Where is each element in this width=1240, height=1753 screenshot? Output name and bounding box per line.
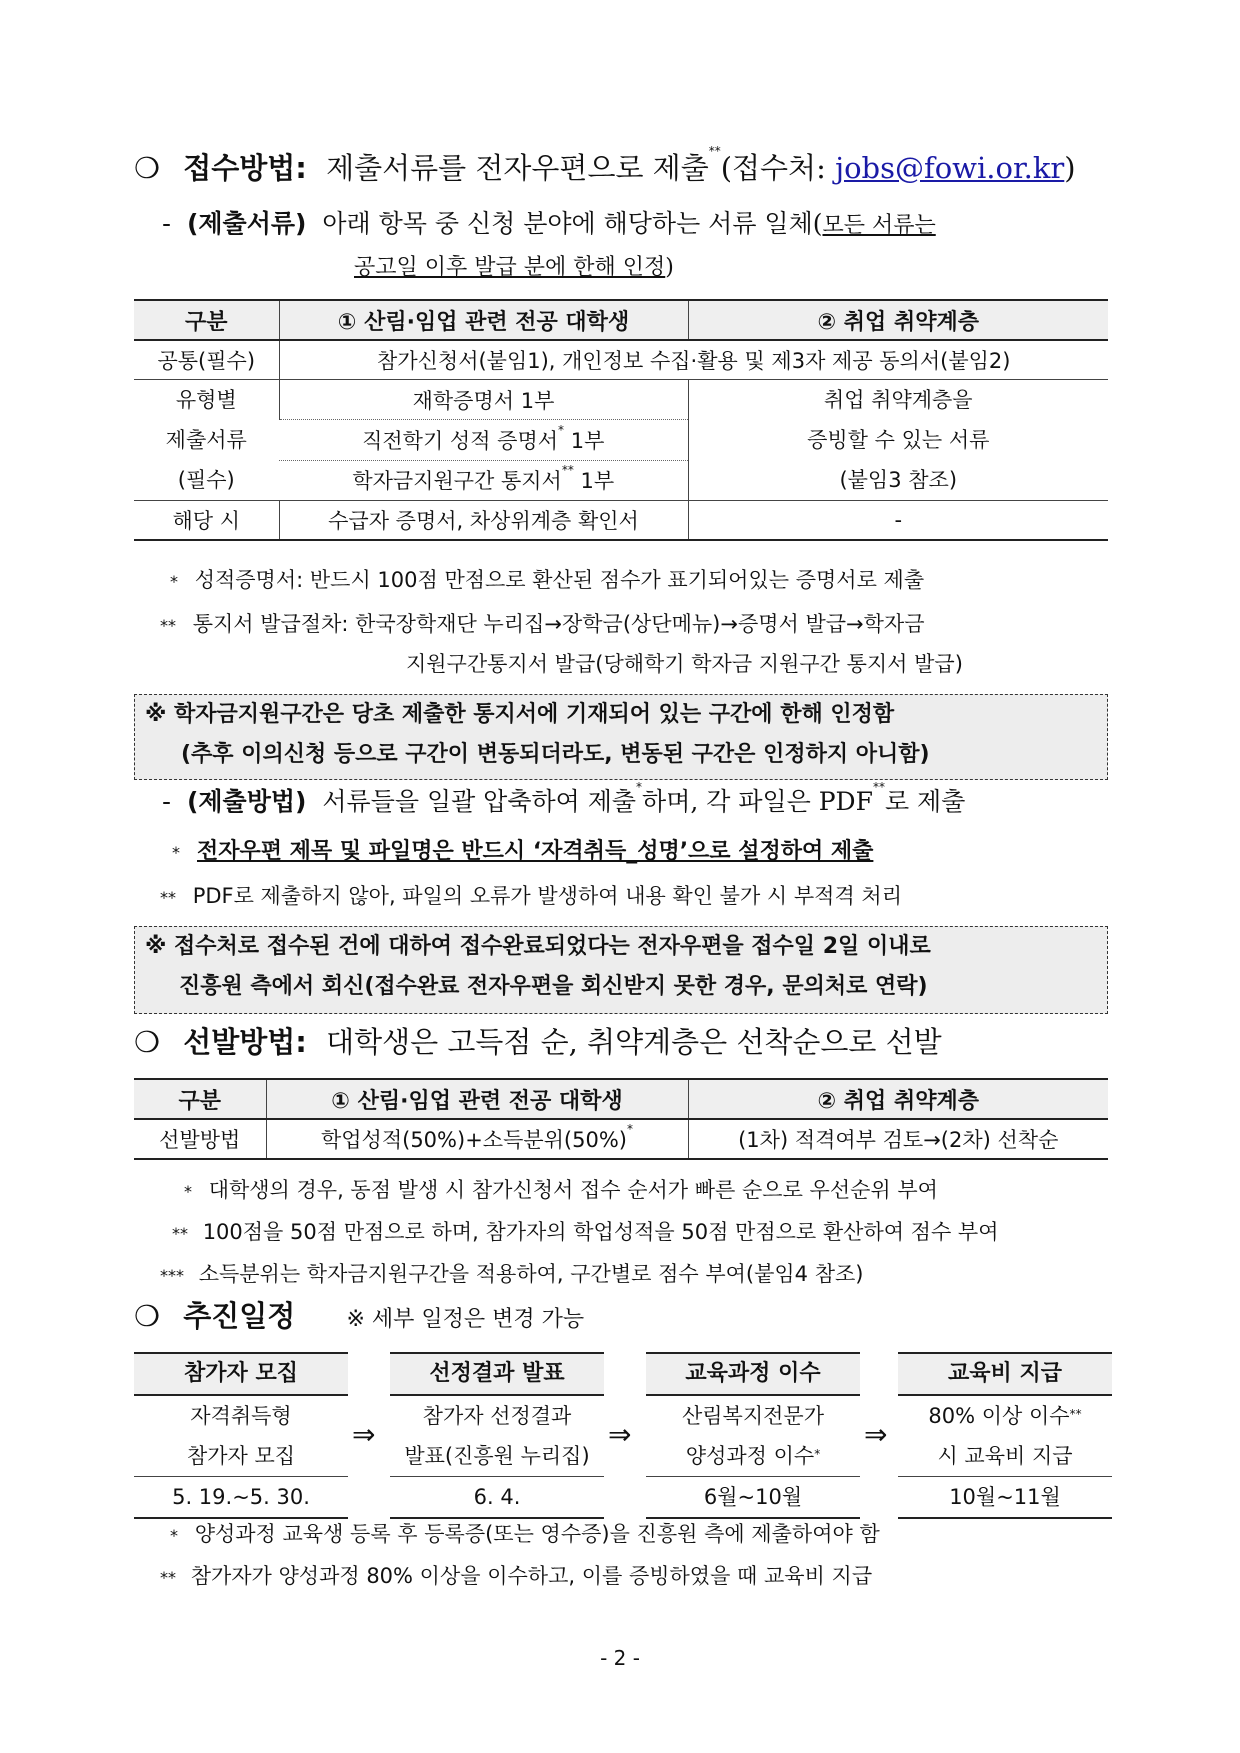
cell: 참가신청서(붙임1), 개인정보 수집·활용 및 제3자 제공 동의서(붙임2) bbox=[279, 340, 1108, 380]
notice-line: 진흥원 측에서 회신(접수완료 전자우편을 회신받지 못한 경우, 문의처로 연락) bbox=[179, 974, 928, 999]
documents-table bbox=[134, 299, 1108, 541]
cell-text: 1부 bbox=[564, 428, 605, 453]
notice-box bbox=[134, 694, 1108, 780]
section-note: ※ 세부 일정은 변경 가능 bbox=[346, 1307, 585, 1332]
footnote bbox=[160, 1258, 863, 1288]
cell-line: (붙임3 참조) bbox=[839, 468, 958, 492]
footnote-mark: ** bbox=[561, 463, 574, 478]
header-cell: 구분 bbox=[134, 300, 279, 340]
cell-line: 취업 취약계층을 bbox=[823, 388, 973, 412]
step-date: 10월~11월 bbox=[898, 1476, 1112, 1519]
step-text: 산림복지전문가 bbox=[681, 1404, 824, 1428]
footnote-mark: ** bbox=[708, 144, 721, 158]
paren-text: ) bbox=[665, 255, 674, 280]
schedule-step bbox=[390, 1352, 604, 1519]
table-header-row bbox=[134, 1079, 1108, 1119]
table-row bbox=[134, 380, 1108, 420]
bullet-icon: ❍ bbox=[134, 1025, 160, 1059]
section-selection bbox=[134, 1020, 942, 1061]
step-title: 선정결과 발표 bbox=[390, 1352, 604, 1396]
submit-docs-line bbox=[162, 204, 936, 240]
header-cell: ① 산림·임업 관련 전공 대학생 bbox=[279, 300, 688, 340]
notice-line: ※ 접수처로 접수된 건에 대하여 접수완료되었다는 전자우편을 접수일 2일 이내로 bbox=[145, 934, 931, 959]
table-row bbox=[134, 340, 1108, 380]
footnote-text: 소득분위는 학자금지원구간을 적용하여, 구간별로 점수 부여(붙임4 참조) bbox=[198, 1262, 864, 1286]
cell: (1차) 적격여부 검토→(2차) 선착순 bbox=[688, 1119, 1108, 1159]
footnote-mark: * bbox=[558, 422, 565, 437]
row-label: 선발방법 bbox=[134, 1119, 266, 1159]
footnote-text: PDF로 제출하지 않아, 파일의 오류가 발생하여 내용 확인 불가 시 부적격 처리 bbox=[192, 884, 902, 908]
cell-text: 학업성적(50%)+소득분위(50%) bbox=[320, 1128, 627, 1152]
footnote-text: 양성과정 교육생 등록 후 등록증(또는 영수증)을 진흥원 측에 제출하여야 함 bbox=[194, 1522, 880, 1546]
notice-box bbox=[134, 926, 1108, 1014]
label: (제출방법) bbox=[186, 787, 307, 816]
header-cell: ② 취업 취약계층 bbox=[688, 1079, 1108, 1119]
footnote-mark: * bbox=[172, 843, 180, 862]
header-cell: 구분 bbox=[134, 1079, 266, 1119]
row-label: 공통(필수) bbox=[134, 340, 279, 380]
cell-text: 1부 bbox=[573, 469, 615, 494]
cell bbox=[279, 460, 688, 500]
underline-note: 공고일 이후 발급 분에 한해 인정 bbox=[354, 255, 666, 280]
footnote bbox=[170, 1518, 880, 1548]
step-title: 교육비 지급 bbox=[898, 1352, 1112, 1396]
footnote-text: 지원구간통지서 발급(당해학기 학자금 지원구간 통지서 발급) bbox=[406, 652, 963, 676]
section-title: 추진일정 bbox=[183, 1299, 296, 1333]
label-line: (필수) bbox=[177, 468, 235, 492]
notice-line: ※ 학자금지원구간은 당초 제출한 통지서에 기재되어 있는 구간에 한해 인정함 bbox=[145, 702, 895, 727]
cell-line: 증빙할 수 있는 서류 bbox=[807, 428, 990, 452]
step-text: 참가자 모집 bbox=[186, 1444, 296, 1468]
paren-text: (접수처: bbox=[720, 151, 836, 185]
step-date: 6. 4. bbox=[390, 1476, 604, 1519]
method-note bbox=[160, 880, 902, 910]
cell: 재학증명서 1부 bbox=[279, 380, 688, 420]
cell bbox=[279, 420, 688, 460]
text: 하며, 각 파일은 PDF bbox=[642, 787, 873, 816]
arrow-right-icon: ⇒ bbox=[864, 1418, 888, 1451]
text: 로 제출 bbox=[884, 787, 966, 816]
step-text-part: 80% 이상 이수 bbox=[928, 1404, 1070, 1428]
cell: - bbox=[688, 501, 1108, 541]
step-date: 5. 19.~5. 30. bbox=[134, 1476, 348, 1519]
footnote bbox=[160, 608, 925, 638]
section-title: 선발방법: bbox=[183, 1025, 307, 1059]
section-title: 접수방법: bbox=[183, 151, 307, 185]
footnote-mark: * bbox=[184, 1182, 192, 1201]
footnote-mark: ** bbox=[1069, 1407, 1082, 1421]
schedule-step bbox=[646, 1352, 860, 1519]
label: (제출서류) bbox=[186, 209, 307, 238]
label-line: 유형별 bbox=[175, 388, 237, 412]
footnote-mark: ** bbox=[872, 780, 885, 794]
footnote-text: 100점을 50점 만점으로 하며, 참가자의 학업성적을 50점 만점으로 환산하여 점수 부여 bbox=[202, 1220, 999, 1244]
arrow-right-icon: ⇒ bbox=[352, 1418, 376, 1451]
cell: 수급자 증명서, 차상위계층 확인서 bbox=[279, 501, 688, 541]
cell-text: 학자금지원구간 통지서 bbox=[352, 469, 562, 494]
section-reception bbox=[134, 146, 1076, 187]
submit-docs-line2 bbox=[354, 250, 674, 281]
table-row bbox=[134, 501, 1108, 541]
step-title: 참가자 모집 bbox=[134, 1352, 348, 1396]
footnote bbox=[172, 1216, 999, 1246]
footnote-mark: ** bbox=[160, 1568, 176, 1587]
cell bbox=[688, 380, 1108, 501]
header-cell: ① 산림·임업 관련 전공 대학생 bbox=[266, 1079, 688, 1119]
bullet-icon: ❍ bbox=[134, 1299, 160, 1333]
table-header-row bbox=[134, 300, 1108, 340]
method-note bbox=[172, 834, 873, 865]
label-line: 제출서류 bbox=[165, 428, 247, 452]
row-label bbox=[134, 380, 279, 501]
schedule-step bbox=[134, 1352, 348, 1519]
footnote bbox=[170, 564, 924, 594]
footnote-text: 참가자가 양성과정 80% 이상을 이수하고, 이를 증빙하였을 때 교육비 지급 bbox=[190, 1564, 873, 1588]
notice-line: (추후 이의신청 등으로 구간이 변동되더라도, 변동된 구간은 인정하지 아니함) bbox=[181, 742, 930, 767]
footnote-mark: * bbox=[636, 780, 643, 794]
cell-text: 직전학기 성적 증명서 bbox=[362, 428, 559, 453]
header-cell: ② 취업 취약계층 bbox=[688, 300, 1108, 340]
underline-note: 모든 서류는 bbox=[822, 213, 936, 238]
email-link[interactable]: jobs@fowi.or.kr bbox=[835, 151, 1065, 185]
submit-method-line bbox=[162, 782, 965, 818]
footnote bbox=[184, 1174, 938, 1204]
text: 서류들을 일괄 압축하여 제출 bbox=[322, 787, 637, 816]
paren-text: ) bbox=[1064, 151, 1076, 185]
footnote bbox=[160, 1560, 872, 1590]
text: 아래 항목 중 신청 분야에 해당하는 서류 일체( bbox=[322, 209, 823, 238]
arrow-right-icon: ⇒ bbox=[608, 1418, 632, 1451]
bullet-icon: ❍ bbox=[134, 151, 160, 185]
footnote-text: 성적증명서: 반드시 100점 만점으로 환산된 점수가 표기되어있는 증명서로 제출 bbox=[194, 568, 925, 592]
footnote-text: 통지서 발급절차: 한국장학재단 누리집→장학금(상단메뉴)→증명서 발급→학자금 bbox=[192, 612, 925, 636]
selection-table bbox=[134, 1078, 1108, 1160]
footnote-mark: * bbox=[814, 1447, 821, 1461]
footnote-mark: * bbox=[627, 1122, 633, 1136]
footnote-mark: ** bbox=[172, 1224, 188, 1243]
dash: - bbox=[162, 209, 172, 238]
footnote-mark: ** bbox=[160, 888, 176, 907]
step-text: 시 교육비 지급 bbox=[937, 1444, 1073, 1468]
table-row bbox=[134, 1119, 1108, 1159]
step-text bbox=[646, 1436, 860, 1476]
section-schedule bbox=[134, 1294, 584, 1335]
page-number: - 2 - bbox=[600, 1646, 640, 1670]
footnote-mark: ** bbox=[160, 616, 176, 635]
footnote-mark: *** bbox=[160, 1266, 184, 1285]
step-text-part: 양성과정 이수 bbox=[685, 1444, 815, 1468]
step-title: 교육과정 이수 bbox=[646, 1352, 860, 1396]
step-text: 발표(진흥원 누리집) bbox=[404, 1444, 590, 1468]
section-text: 대학생은 고득점 순, 취약계층은 선착순으로 선발 bbox=[326, 1025, 942, 1059]
footnote-text: 대학생의 경우, 동점 발생 시 참가신청서 접수 순서가 빠른 순으로 우선순위 부여 bbox=[208, 1178, 938, 1202]
dash: - bbox=[162, 787, 172, 816]
step-text: 자격취득형 bbox=[190, 1404, 292, 1428]
schedule-step bbox=[898, 1352, 1112, 1519]
step-text bbox=[898, 1396, 1112, 1436]
step-date: 6월~10월 bbox=[646, 1476, 860, 1519]
row-label: 해당 시 bbox=[134, 501, 279, 541]
footnote-mark: * bbox=[170, 1526, 178, 1545]
cell bbox=[266, 1119, 688, 1159]
footnote-mark: * bbox=[170, 572, 178, 591]
section-text: 제출서류를 전자우편으로 제출 bbox=[326, 151, 709, 185]
step-text: 참가자 선정결과 bbox=[422, 1404, 572, 1428]
footnote-text: 전자우편 제목 및 파일명은 반드시 ‘자격취득_성명’으로 설정하여 제출 bbox=[197, 839, 874, 864]
footnote-cont bbox=[406, 648, 963, 678]
